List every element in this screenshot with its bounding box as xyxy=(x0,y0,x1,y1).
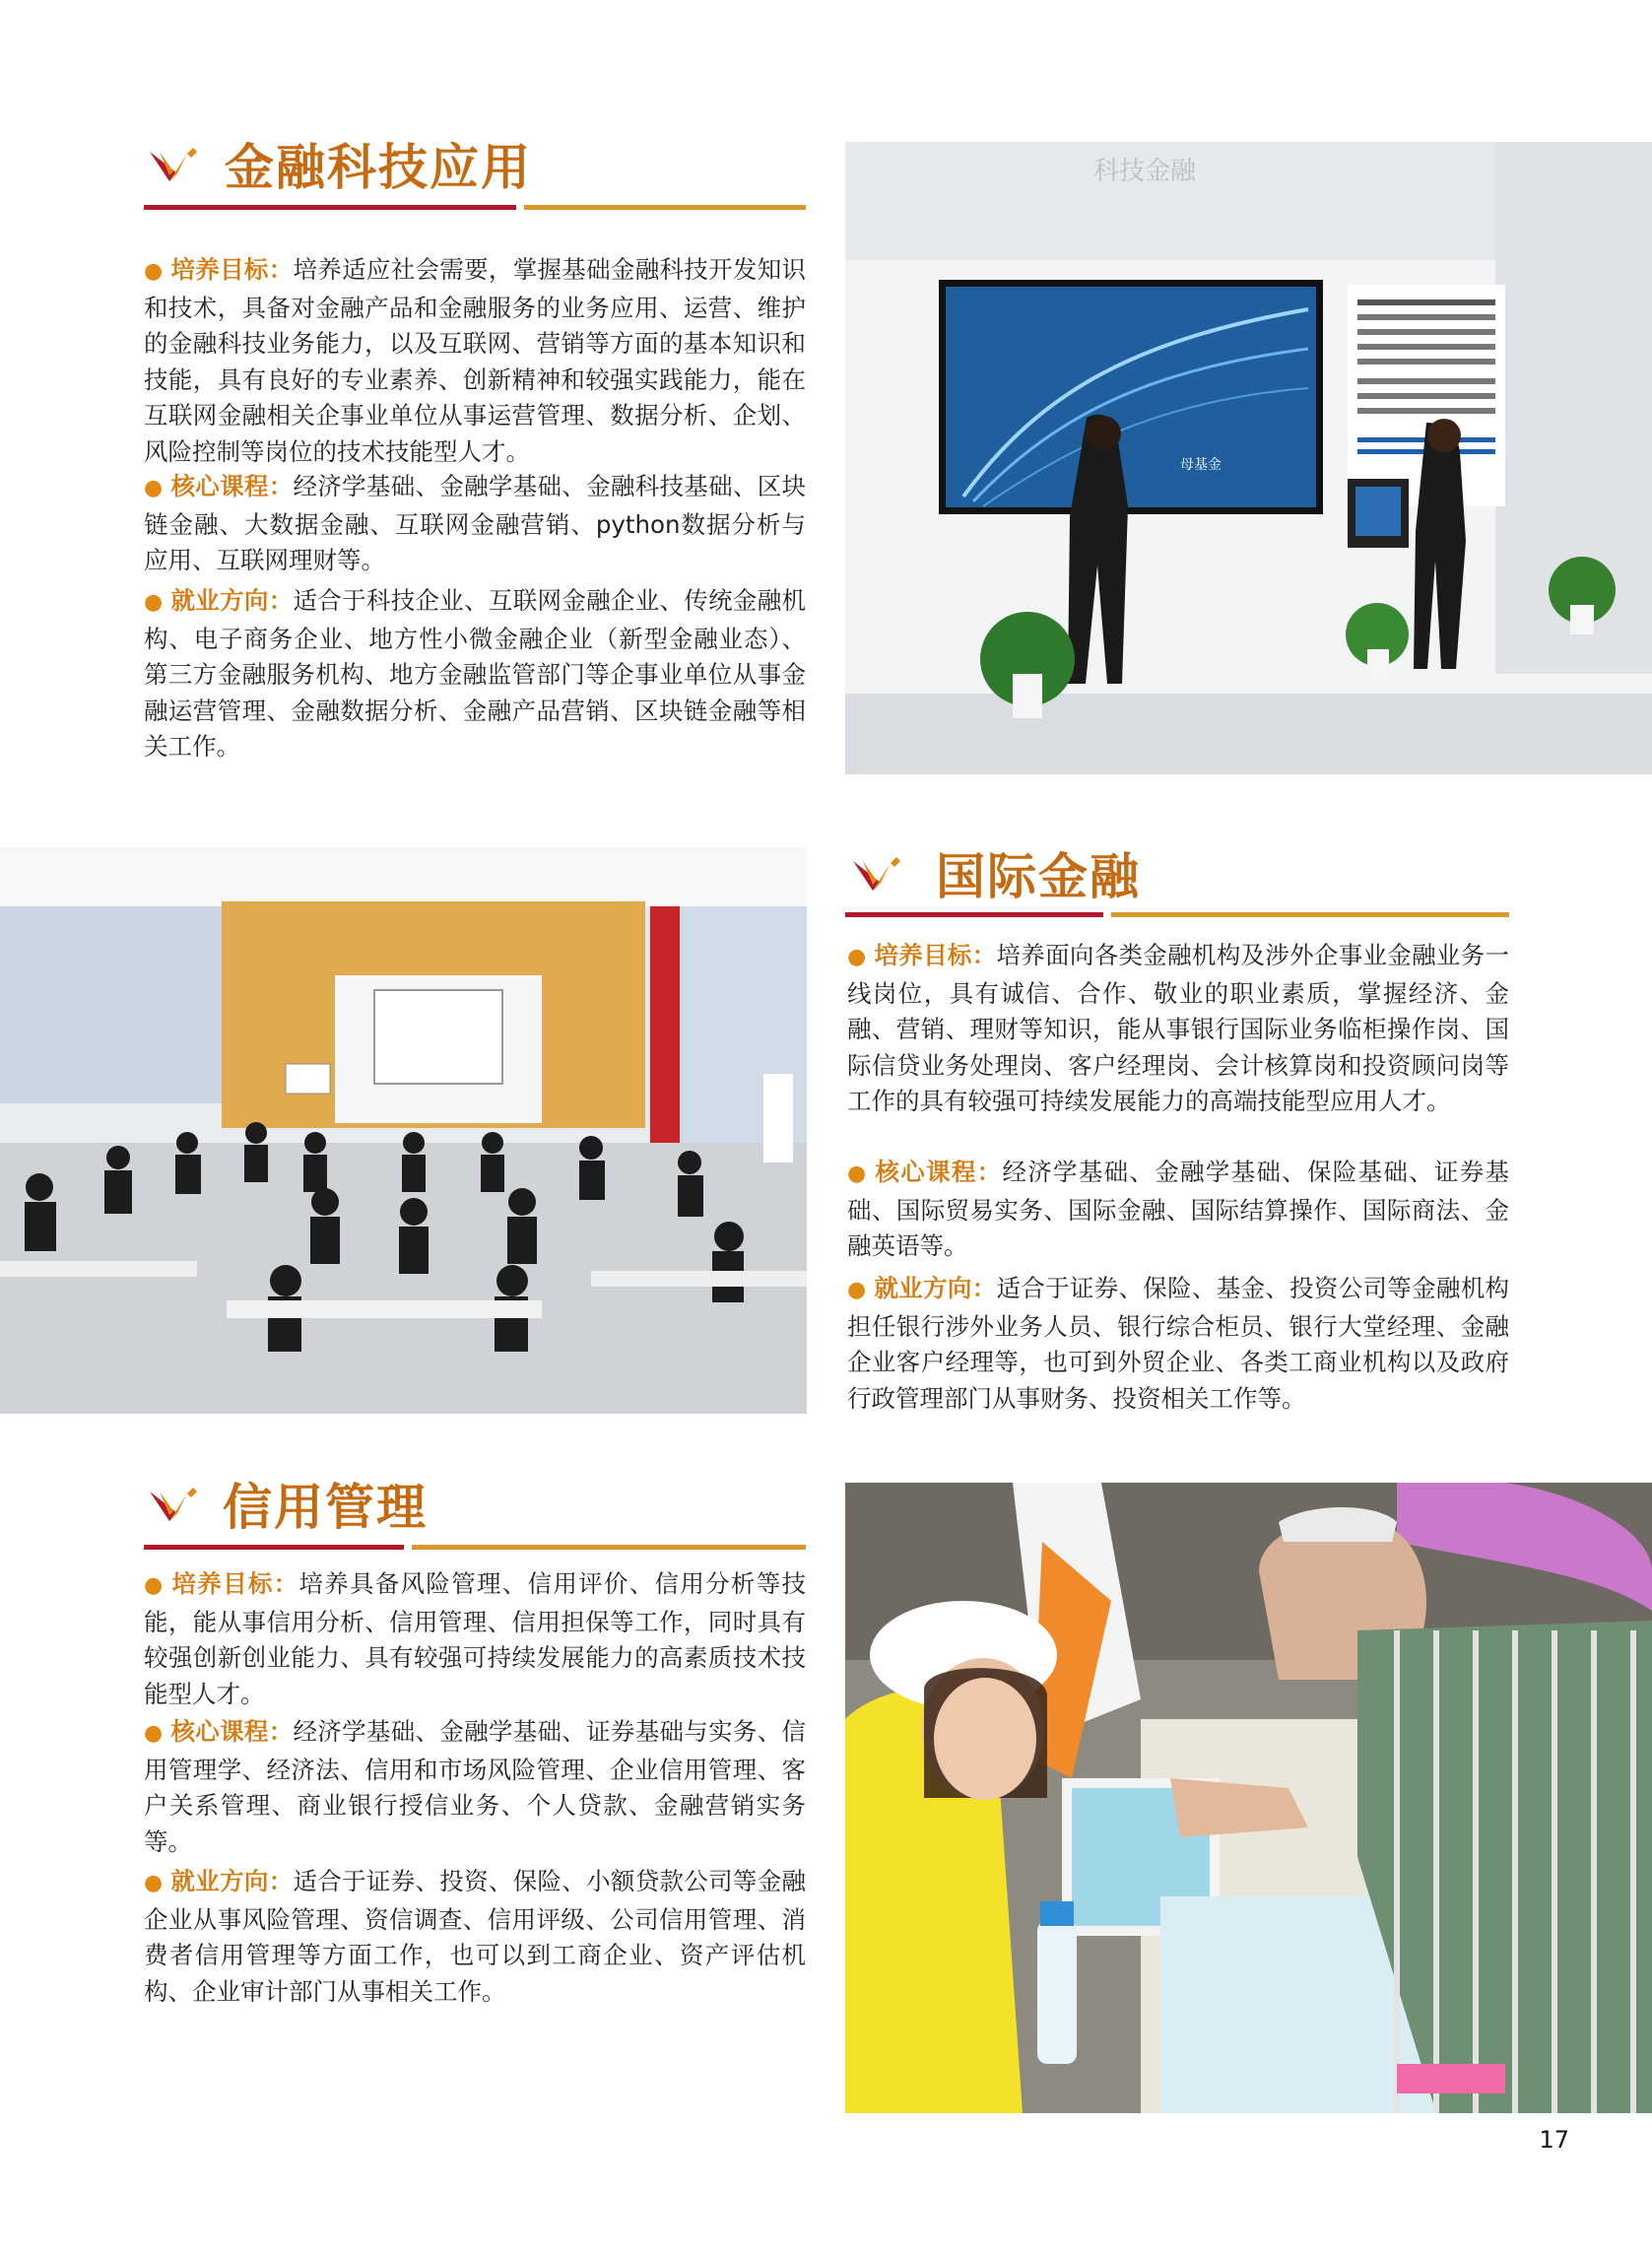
page-number: 17 xyxy=(1539,2126,1569,2154)
bullet-dot-icon: ● xyxy=(144,476,164,500)
bullet-dot-icon: ● xyxy=(847,1278,867,1302)
goal-text: 培养面向各类金融机构及涉外企事业金融业务一线岗位，具有诚信、合作、敬业的职业素质，掌握经济、金融、营销、理财等知识，能从事银行国际业务临柜操作岗、国际信贷业务处理岗、客户经理岗、会计核算岗和投资顾问岗等工作的具有较强可持续发展能力的高端技能型应用人才。 xyxy=(847,941,1509,1115)
career-text: 适合于科技企业、互联网金融企业、传统金融机构、电子商务企业、地方性小微金融企业（新型金融业态）、第三方金融服务机构、地方金融监管部门等企事业单位从事金融运营管理、金融数据分析、金融产品营销、区块链金融等相关工作。 xyxy=(144,586,806,761)
career-label: 就业方向： xyxy=(170,586,294,615)
title-rule-gold xyxy=(412,1545,806,1550)
course-paragraph xyxy=(144,1714,806,1860)
course-label: 核心课程： xyxy=(875,1158,1003,1186)
section-title-row xyxy=(851,847,1541,916)
goal-text: 培养适应社会需要，掌握基础金融科技开发知识和技术，具备对金融产品和金融服务的业务应用、运营、维护的金融科技业务能力，以及互联网、营销等方面的基本知识和技能，具有良好的专业素养、创新精神和较强实践能力，能在互联网金融相关企事业单位从事运营管理、数据分析、企划、风险控制等岗位的技术技能型人才。 xyxy=(144,255,806,466)
career-text: 适合于证券、投资、保险、小额贷款公司等金融企业从事风险管理、资信调查、信用评级、公司信用管理、消费者信用管理等方面工作，也可以到工商企业、资产评估机构、企业审计部门从事相关工作。 xyxy=(144,1867,806,2006)
course-text: 经济学基础、金融学基础、证券基础与实务、信用管理学、经济法、信用和市场风险管理、企业信用管理、客户关系管理、商业银行授信业务、个人贷款、金融营销实务等。 xyxy=(144,1717,806,1856)
goal-label: 培养目标： xyxy=(170,255,294,284)
course-paragraph xyxy=(144,469,806,579)
career-label: 就业方向： xyxy=(170,1867,294,1895)
section-title-row xyxy=(148,1478,837,1547)
bullet-dot-icon: ● xyxy=(144,1573,165,1598)
course-label: 核心课程： xyxy=(170,1717,294,1746)
course-paragraph xyxy=(847,1155,1509,1265)
section-title: 国际金融 xyxy=(936,848,1141,905)
career-paragraph xyxy=(847,1271,1509,1417)
section-title: 信用管理 xyxy=(223,1479,428,1536)
career-paragraph xyxy=(144,1864,806,2010)
bullet-dot-icon: ● xyxy=(144,1721,164,1746)
course-label: 核心课程： xyxy=(170,472,294,500)
career-text: 适合于证券、保险、基金、投资公司等金融机构担任银行涉外业务人员、银行综合柜员、银行大堂经理、金融企业客户经理等，也可到外贸企业、各类工商业机构以及政府行政管理部门从事财务、投资相关工作等。 xyxy=(847,1274,1509,1413)
course-text: 经济学基础、金融学基础、金融科技基础、区块链金融、大数据金融、互联网金融营销、python数据分析与应用、互联网理财等。 xyxy=(144,472,806,574)
vee-logo-icon xyxy=(148,1484,209,1529)
goal-paragraph xyxy=(144,1566,806,1712)
bullet-dot-icon: ● xyxy=(144,259,164,284)
photo-fintech-exhibit xyxy=(845,142,1652,774)
goal-text: 培养具备风险管理、信用评价、信用分析等技能，能从事信用分析、信用管理、信用担保等工作，同时具有较强创新创业能力、具有较强可持续发展能力的高素质技术技能型人才。 xyxy=(144,1569,807,1708)
wall-sign-text: 科技金融 xyxy=(1093,157,1197,186)
course-text: 经济学基础、金融学基础、保险基础、证券基础、国际贸易实务、国际金融、国际结算操作、国际商法、金融英语等。 xyxy=(847,1158,1510,1260)
goal-label: 培养目标： xyxy=(874,941,997,969)
section-title: 金融科技应用 xyxy=(225,139,532,196)
photo-classroom xyxy=(0,847,807,1414)
title-rule-gold xyxy=(1111,912,1509,917)
bullet-dot-icon: ● xyxy=(144,590,164,615)
bullet-dot-icon: ● xyxy=(847,945,867,969)
vee-logo-icon xyxy=(851,853,912,898)
career-paragraph xyxy=(144,583,806,765)
goal-paragraph xyxy=(144,252,806,470)
title-rule-red xyxy=(845,912,1103,917)
photo-credit-promotion xyxy=(845,1483,1652,2113)
vee-logo-icon xyxy=(148,144,209,189)
goal-paragraph xyxy=(847,938,1509,1120)
section-title-row xyxy=(148,138,837,207)
career-label: 就业方向： xyxy=(874,1274,997,1302)
bullet-dot-icon: ● xyxy=(847,1162,868,1186)
title-rule-gold xyxy=(524,205,806,210)
bullet-dot-icon: ● xyxy=(144,1871,164,1895)
screen-caption-text: 母基金 xyxy=(1180,457,1222,473)
title-rule-red xyxy=(144,205,516,210)
title-rule-red xyxy=(144,1545,404,1550)
goal-label: 培养目标： xyxy=(171,1569,299,1598)
